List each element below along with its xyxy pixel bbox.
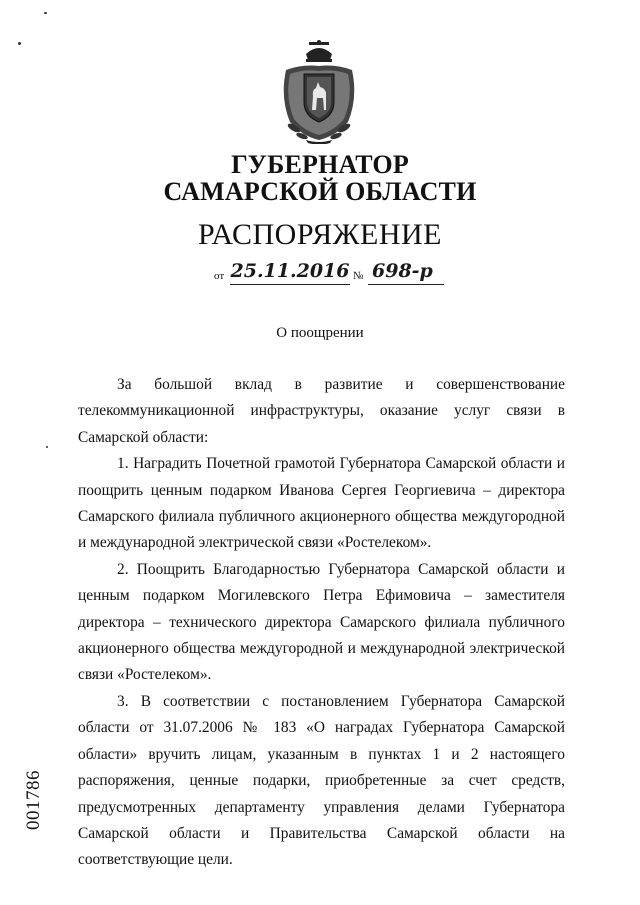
document-type: РАСПОРЯЖЕНИЕ bbox=[197, 218, 443, 251]
body-item-3: 3. В соответствии с постановлением Губернатора Самарской области от 31.07.2006 № 183 «О наградах Губернатора Самарской области» вручить лицам, указанным в пунктах 1 и 2 настоящего распоряжения, ценные подарки, приобретенные за счет средств, предусмотренных департаменту управления делами Губернатора Самарской области и Правительства Самарской области на соответствующие цели. bbox=[78, 692, 565, 869]
document-body bbox=[78, 372, 565, 874]
org-title-line1: ГУБЕРНАТОР bbox=[231, 150, 409, 179]
scan-speck bbox=[46, 446, 48, 448]
document-number: 698-р bbox=[368, 258, 444, 285]
body-preamble: За большой вклад в развитие и совершенствование телекоммуникационной инфраструктуры, оказание услуг связи в Самарской области: bbox=[78, 376, 565, 446]
document-date: 25.11.2016 bbox=[230, 258, 350, 285]
scan-speck bbox=[44, 12, 47, 14]
margin-stamp-number: 001786 bbox=[23, 770, 44, 830]
org-title-line2: САМАРСКОЙ ОБЛАСТИ bbox=[163, 177, 477, 206]
body-item-1: 1. Наградить Почетной грамотой Губернатора Самарской области и поощрить ценным подарком Иванова Сергея Георгиевича – директора Самарского филиала публичного акционерного общества междугородной и международной электрической связи «Ростелеком». bbox=[78, 455, 565, 552]
document-subject: О поощрении bbox=[276, 325, 364, 341]
date-number-line bbox=[214, 258, 454, 290]
number-label: № bbox=[353, 270, 364, 282]
date-label: от bbox=[214, 270, 225, 282]
body-item-2: 2. Поощрить Благодарностью Губернатора Самарской области и ценным подарком Могилевского Петра Ефимовича – заместителя директора – технического директора Самарского филиала публичного акционерного общества междугородной и международной электрической связи «Ростелеком». bbox=[78, 560, 565, 684]
scan-speck bbox=[18, 42, 21, 45]
coat-of-arms-icon bbox=[276, 40, 362, 144]
